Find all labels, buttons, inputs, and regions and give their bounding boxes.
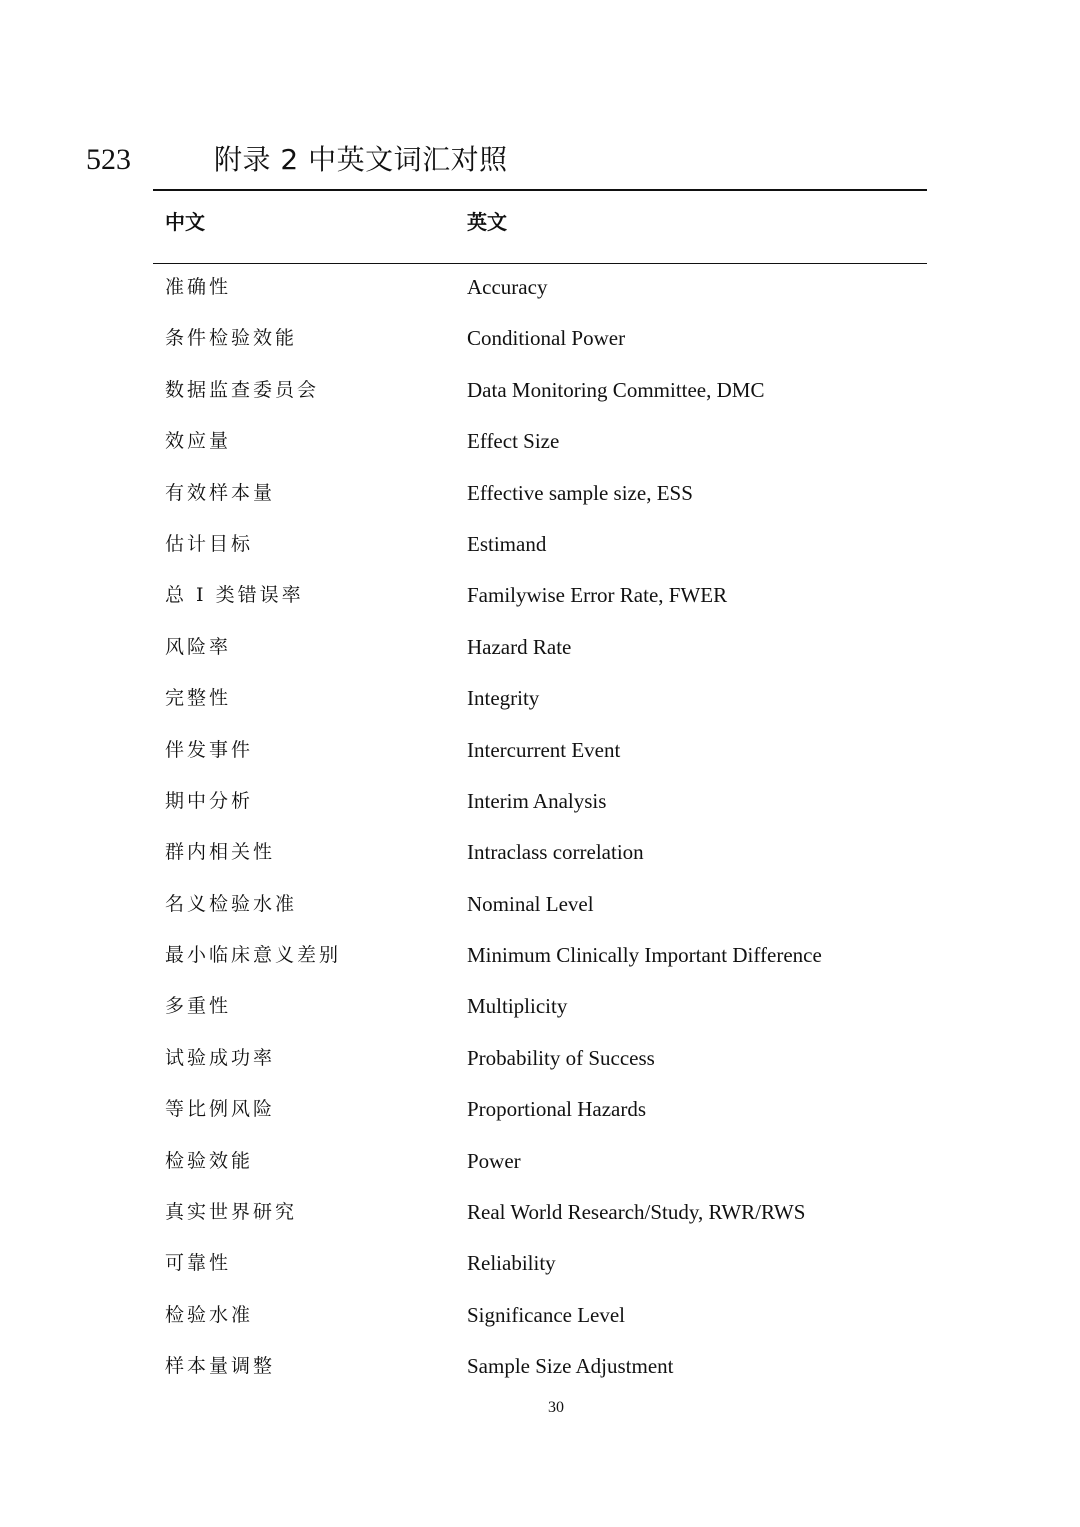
chinese-term: 效应量	[165, 430, 232, 453]
english-term: Minimum Clinically Important Difference	[467, 943, 822, 968]
table-row	[153, 629, 927, 680]
column-header-chinese: 中文	[165, 210, 205, 234]
english-term: Proportional Hazards	[467, 1097, 647, 1122]
chinese-term: 数据监查委员会	[165, 378, 320, 401]
english-term: Multiplicity	[467, 994, 568, 1019]
english-term: Nominal Level	[467, 891, 594, 916]
table-row	[153, 372, 927, 423]
english-term: Sample Size Adjustment	[467, 1354, 674, 1379]
chinese-term: 样本量调整	[165, 1355, 276, 1378]
chinese-term: 最小临床意义差别	[165, 944, 342, 967]
english-term: Real World Research/Study, RWR/RWS	[467, 1200, 806, 1225]
line-number: 523	[86, 143, 131, 176]
chinese-term: 风险率	[165, 635, 232, 658]
table-row	[153, 475, 927, 526]
chinese-term: 条件检验效能	[165, 327, 298, 350]
table-row	[153, 680, 927, 731]
english-term: Intercurrent Event	[467, 737, 621, 762]
table-row	[153, 526, 927, 577]
chinese-term: 试验成功率	[165, 1046, 276, 1069]
chinese-term: 有效样本量	[165, 481, 276, 504]
english-term: Effect Size	[467, 429, 560, 454]
english-term: Intraclass correlation	[467, 840, 644, 865]
chinese-term: 检验效能	[165, 1149, 254, 1172]
chinese-term: 可靠性	[165, 1252, 232, 1275]
english-term: Conditional Power	[467, 326, 626, 351]
table-row	[153, 834, 927, 885]
chinese-term: 多重性	[165, 995, 232, 1018]
chinese-term: 总 I 类错误率	[165, 584, 304, 607]
english-term: Accuracy	[467, 275, 548, 299]
table-row	[153, 886, 927, 937]
english-term: Hazard Rate	[467, 634, 572, 659]
chinese-term: 等比例风险	[165, 1098, 276, 1121]
column-header-english: 英文	[467, 210, 507, 234]
table-row	[153, 1040, 927, 1091]
table-row	[153, 1143, 927, 1194]
chinese-term: 估计目标	[165, 532, 254, 555]
english-term: Power	[467, 1148, 521, 1173]
table-row	[153, 732, 927, 783]
english-term: Familywise Error Rate, FWER	[467, 583, 728, 608]
chinese-term: 伴发事件	[165, 738, 254, 761]
english-term: Effective sample size, ESS	[467, 480, 693, 505]
chinese-term: 名义检验水准	[165, 892, 298, 915]
glossary-table	[153, 189, 927, 1400]
table-row	[153, 783, 927, 834]
chinese-term: 完整性	[165, 687, 232, 710]
english-term: Estimand	[467, 531, 547, 556]
table-row	[153, 988, 927, 1039]
table-row	[153, 320, 927, 371]
table-row	[153, 1245, 927, 1296]
table-row	[153, 577, 927, 628]
table-row	[153, 937, 927, 988]
page-number: 30	[548, 1399, 564, 1416]
english-term: Reliability	[467, 1251, 556, 1276]
english-term: Interim Analysis	[467, 788, 607, 813]
chinese-term: 群内相关性	[165, 841, 276, 864]
table-row	[153, 269, 927, 320]
table-header-row	[153, 191, 927, 263]
chinese-term: 检验水准	[165, 1303, 254, 1326]
chinese-term: 真实世界研究	[165, 1201, 298, 1224]
english-term: Data Monitoring Committee, DMC	[467, 377, 765, 402]
page-title: 附录 2 中英文词汇对照	[214, 143, 508, 176]
table-row	[153, 1297, 927, 1348]
table-row	[153, 1091, 927, 1142]
table-row	[153, 423, 927, 474]
table-row	[153, 1348, 927, 1399]
english-term: Integrity	[467, 686, 540, 711]
chinese-term: 准确性	[165, 276, 232, 298]
chinese-term: 期中分析	[165, 789, 254, 812]
english-term: Significance Level	[467, 1302, 626, 1327]
table-row	[153, 1194, 927, 1245]
table-body	[153, 264, 927, 1400]
english-term: Probability of Success	[467, 1045, 655, 1070]
